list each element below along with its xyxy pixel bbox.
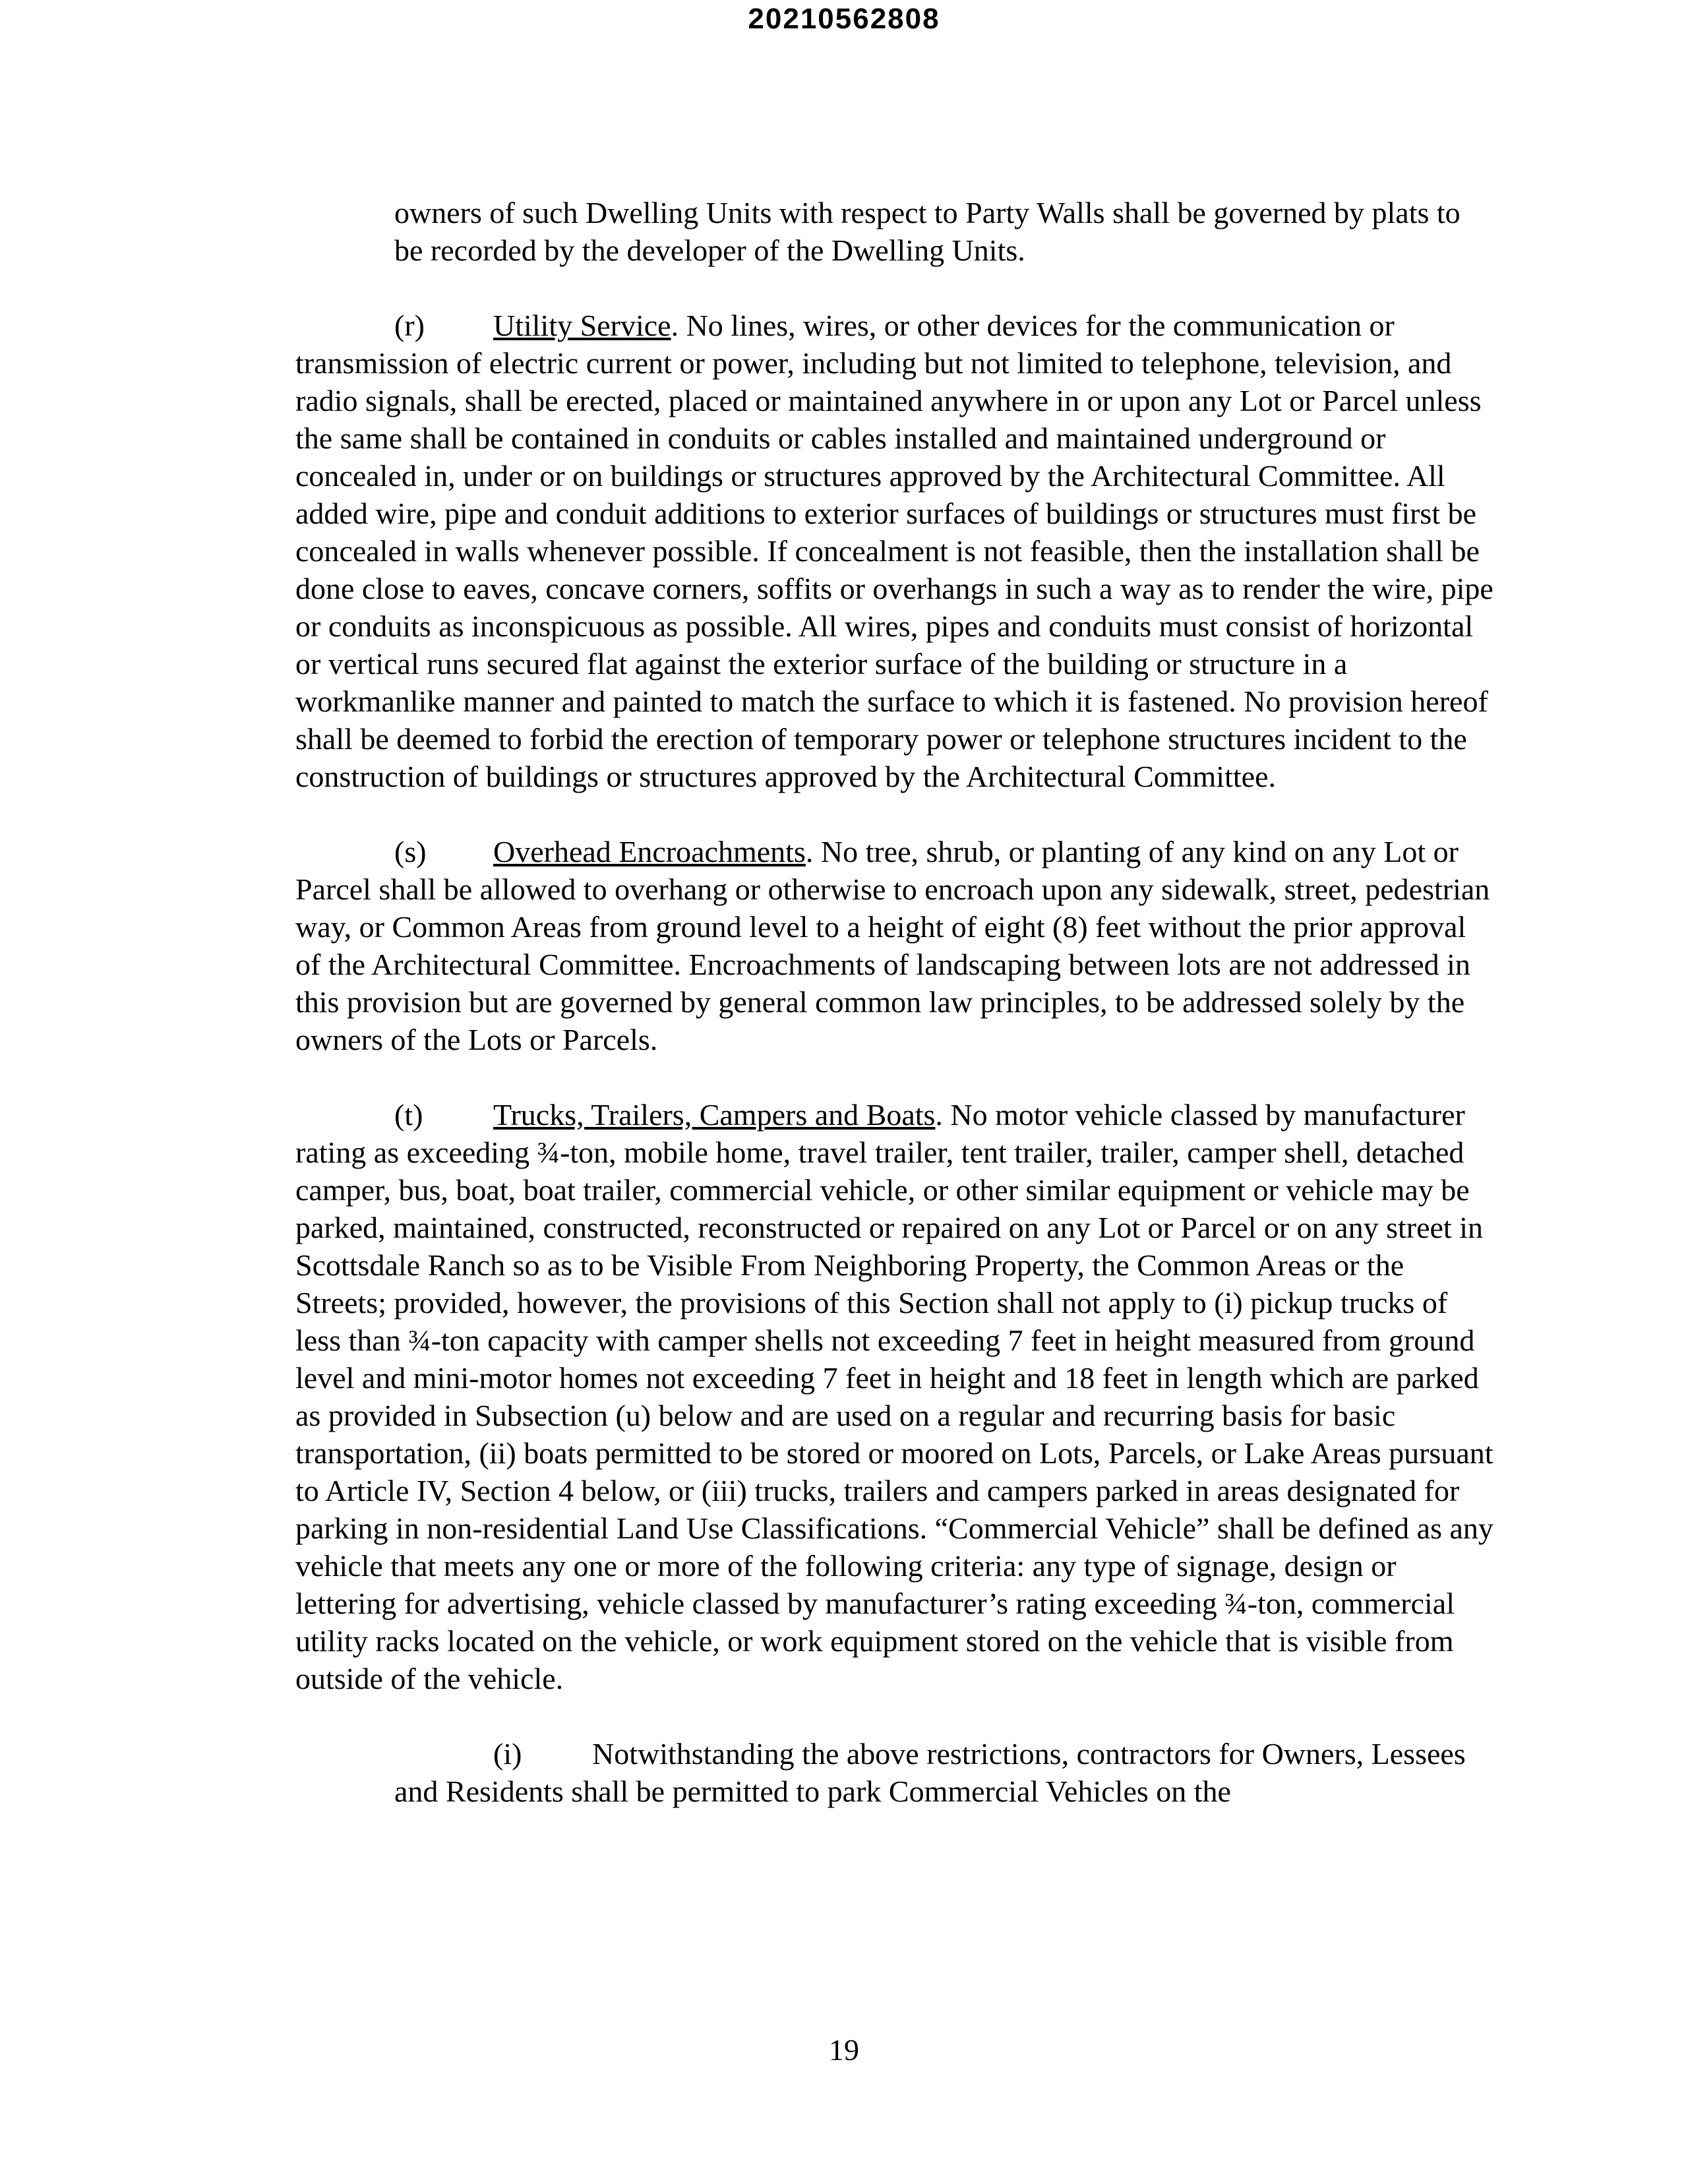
section-t-marker: (t): [394, 1098, 423, 1132]
section-t-trucks-trailers: [295, 1096, 1495, 1697]
section-r-utility-service: [295, 307, 1495, 795]
section-t-heading: Trucks, Trailers, Campers and Boats: [493, 1098, 936, 1132]
section-s-text: . No tree, shrub, or planting of any kind on any Lot or Parcel shall be allowed to overhang or otherwise to encroach upon any sidewalk, street, pedestrian way, or Common Areas from ground level to a height of eight (8) feet without the prior approval of the Architectural Committee. Encroachments of landscaping between lots are not addressed in this provision but are governed by general common law principles, to be addressed solely by the owners of the Lots or Parcels.: [295, 835, 1490, 1056]
section-t-text: . No motor vehicle classed by manufacturer rating as exceeding ¾-ton, mobile home, travel trailer, tent trailer, trailer, camper shell, detached camper, bus, boat, boat trailer, commercial vehicle, or other similar equipment or vehicle may be parked, maintained, constructed, reconstructed or repaired on any Lot or Parcel or on any street in Scottsdale Ranch so as to be Visible From Neighboring Property, the Common Areas or the Streets; provided, however, the provisions of this Section shall not apply to (i) pickup trucks of less than ¾-ton capacity with camper shells not exceeding 7 feet in height measured from ground level and mini-motor homes not exceeding 7 feet in height and 18 feet in length which are parked as provided in Subsection (u) below and are used on a regular and recurring basis for basic transportation, (ii) boats permitted to be stored or moored on Lots, Parcels, or Lake Areas pursuant to Article IV, Section 4 below, or (iii) trucks, trailers and campers parked in areas designated for parking in non-residential Land Use Classifications. “Commercial Vehicle” shall be defined as any vehicle that meets any one or more of the following criteria: any type of signage, design or lettering for advertising, vehicle classed by manufacturer’s rating exceeding ¾-ton, commercial utility racks located on the vehicle, or work equipment stored on the vehicle that is visible from outside of the vehicle.: [295, 1098, 1493, 1695]
section-s-marker: (s): [394, 835, 427, 868]
page-number: 19: [829, 2033, 859, 2067]
subsection-i: [394, 1735, 1495, 1810]
subsection-i-text: Notwithstanding the above restrictions, contractors for Owners, Lessees and Residents shall be permitted to park Commercial Vehicles on the: [394, 1737, 1466, 1808]
section-r-heading: Utility Service: [493, 309, 671, 342]
paragraph-spacer: [295, 1058, 1495, 1096]
document-number: 20210562808: [748, 3, 940, 35]
carryover-paragraph: owners of such Dwelling Units with respect to Party Walls shall be governed by plats to be recorded by the developer of the Dwelling Units.: [394, 196, 1461, 267]
document-body: [295, 194, 1495, 1810]
subsection-i-marker: (i): [493, 1737, 522, 1771]
paragraph-spacer: [295, 1697, 1495, 1735]
section-r-text: . No lines, wires, or other devices for the communication or transmission of electric current or power, including but not limited to telephone, television, and radio signals, shall be erected, placed or maintained anywhere in or upon any Lot or Parcel unless the same shall be contained in conduits or cables installed and maintained underground or concealed in, under or on buildings or structures approved by the Architectural Committee. All added wire, pipe and conduit additions to exterior surfaces of buildings or structures must first be concealed in walls whenever possible. If concealment is not feasible, then the installation shall be done close to eaves, concave corners, soffits or overhangs in such a way as to render the wire, pipe or conduits as inconspicuous as possible. All wires, pipes and conduits must consist of horizontal or vertical runs secured flat against the exterior surface of the building or structure in a workmanlike manner and painted to match the surface to which it is fastened. No provision hereof shall be deemed to forbid the erection of temporary power or telephone structures incident to the construction of buildings or structures approved by the Architectural Committee.: [295, 309, 1493, 793]
paragraph-spacer: [295, 795, 1495, 833]
section-r-marker: (r): [394, 309, 425, 342]
section-s-overhead-encroachments: [295, 833, 1495, 1058]
paragraph-spacer: [295, 269, 1495, 307]
section-s-heading: Overhead Encroachments: [493, 835, 806, 868]
